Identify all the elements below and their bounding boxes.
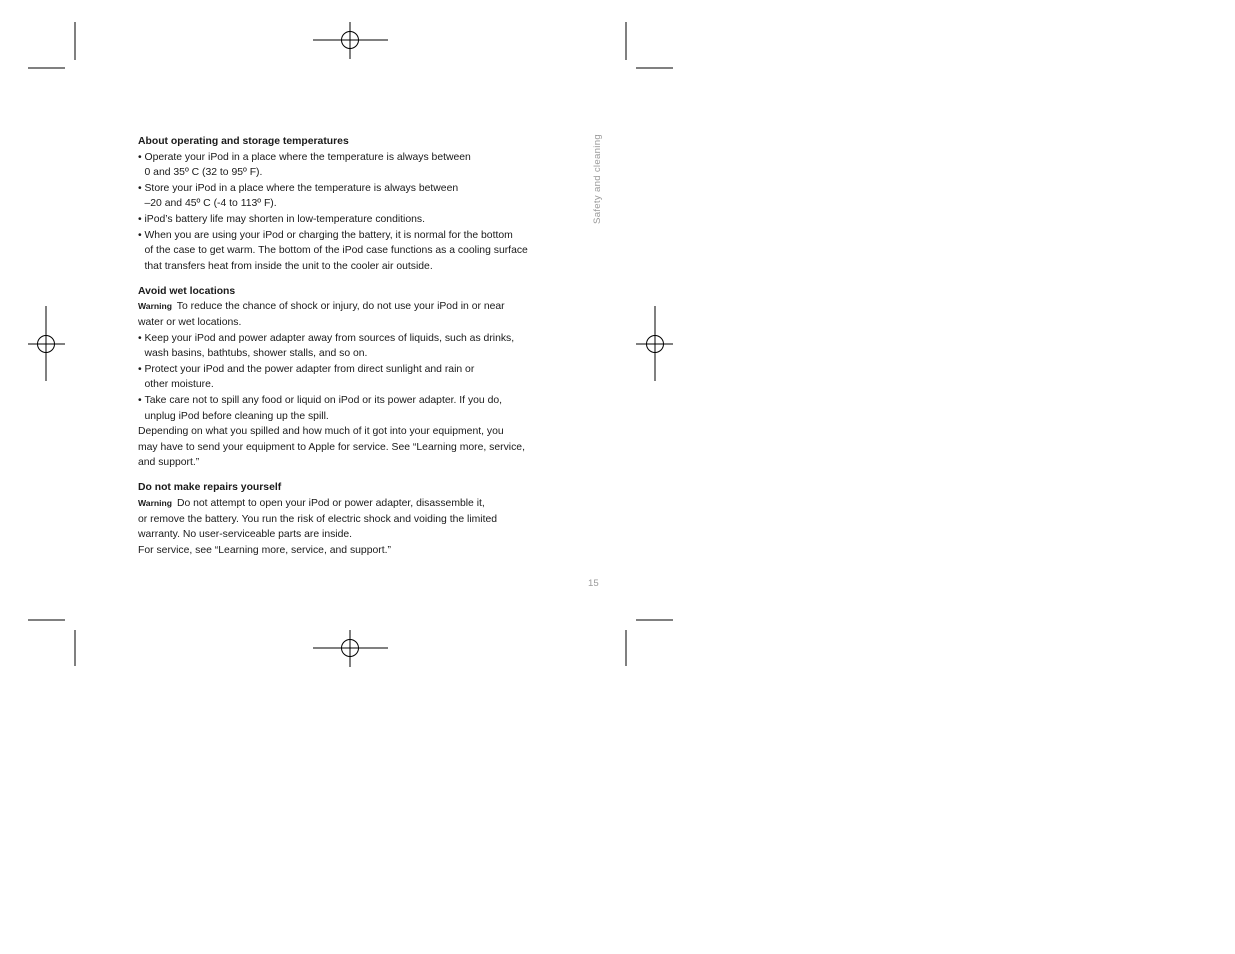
page-content [138,134,538,558]
section-heading: About operating and storage temperatures [138,136,349,147]
warning-label: Warning [138,498,173,509]
bullet-text: Take care not to spill any food or liquid on iPod or its power adapter. If you do, [144,395,503,406]
section-heading: Do not make repairs yourself [138,482,282,494]
warning-text-continued: or remove the battery. You run the risk of electric shock and voiding the limited [138,513,498,525]
warning-text: Warning To reduce the chance of shock or injury, do not use your iPod in or near [138,301,505,313]
warning-text-continued: warranty. No user-serviceable parts are inside. [138,529,353,541]
bullet-item [138,362,538,378]
warning-label: Warning [138,301,173,312]
bullet-marker: • [138,395,142,406]
section-wet-locations [138,284,538,471]
paragraph-line: Depending on what you spilled and how much of it got into your equipment, you [138,426,504,438]
bullet-marker: • [138,213,142,225]
bullet-text: Protect your iPod and the power adapter from direct sunlight and rain or [144,363,475,375]
bullet-item [138,150,538,166]
bullet-text-continued: of the case to get warm. The bottom of the iPod case functions as a cooling surface [144,245,528,257]
bullet-marker: • [138,332,142,344]
section-temperatures [138,134,538,274]
bullet-marker: • [138,363,142,375]
sidebar-section-label: Safety and cleaning [592,134,603,224]
warning-text-continued: water or wet locations. [138,317,242,329]
bullet-marker: • [138,229,142,241]
bullet-text: Keep your iPod and power adapter away from sources of liquids, such as drinks, [144,332,515,344]
bullet-text: Store your iPod in a place where the temperature is always between [144,182,459,194]
page-number: 15 [588,578,599,589]
section-repairs [138,480,538,558]
bullet-text-continued: 0 and 35º C (32 to 95º F). [144,167,263,179]
bullet-text: iPod’s battery life may shorten in low-temperature conditions. [144,213,425,225]
paragraph-line: may have to send your equipment to Apple for service. See “Learning more, service, [138,441,525,453]
bullet-item [138,393,538,409]
bullet-item [138,331,538,347]
bullet-item [138,228,538,244]
bullet-marker: • [138,182,142,194]
bullet-text-continued: other moisture. [144,379,214,391]
bullet-item [138,212,538,228]
bullet-text-continued: unplug iPod before cleaning up the spill. [144,410,329,422]
section-heading: Avoid wet locations [138,285,236,297]
bullet-marker: • [138,151,142,163]
bullet-text: When you are using your iPod or charging the battery, it is normal for the bottom [144,229,513,241]
paragraph-line: For service, see “Learning more, service, and support.” [138,544,391,556]
warning-text: Warning Do not attempt to open your iPod or power adapter, disassemble it, [138,498,485,510]
bullet-text: Operate your iPod in a place where the temperature is always between [144,151,471,163]
bullet-text-continued: that transfers heat from inside the unit to the cooler air outside. [144,260,433,272]
bullet-item [138,181,538,197]
bullet-text-continued: wash basins, bathtubs, shower stalls, and so on. [144,348,368,360]
bullet-text-continued: –20 and 45º C (-4 to 113º F). [144,198,277,210]
paragraph-line: and support.” [138,457,200,469]
